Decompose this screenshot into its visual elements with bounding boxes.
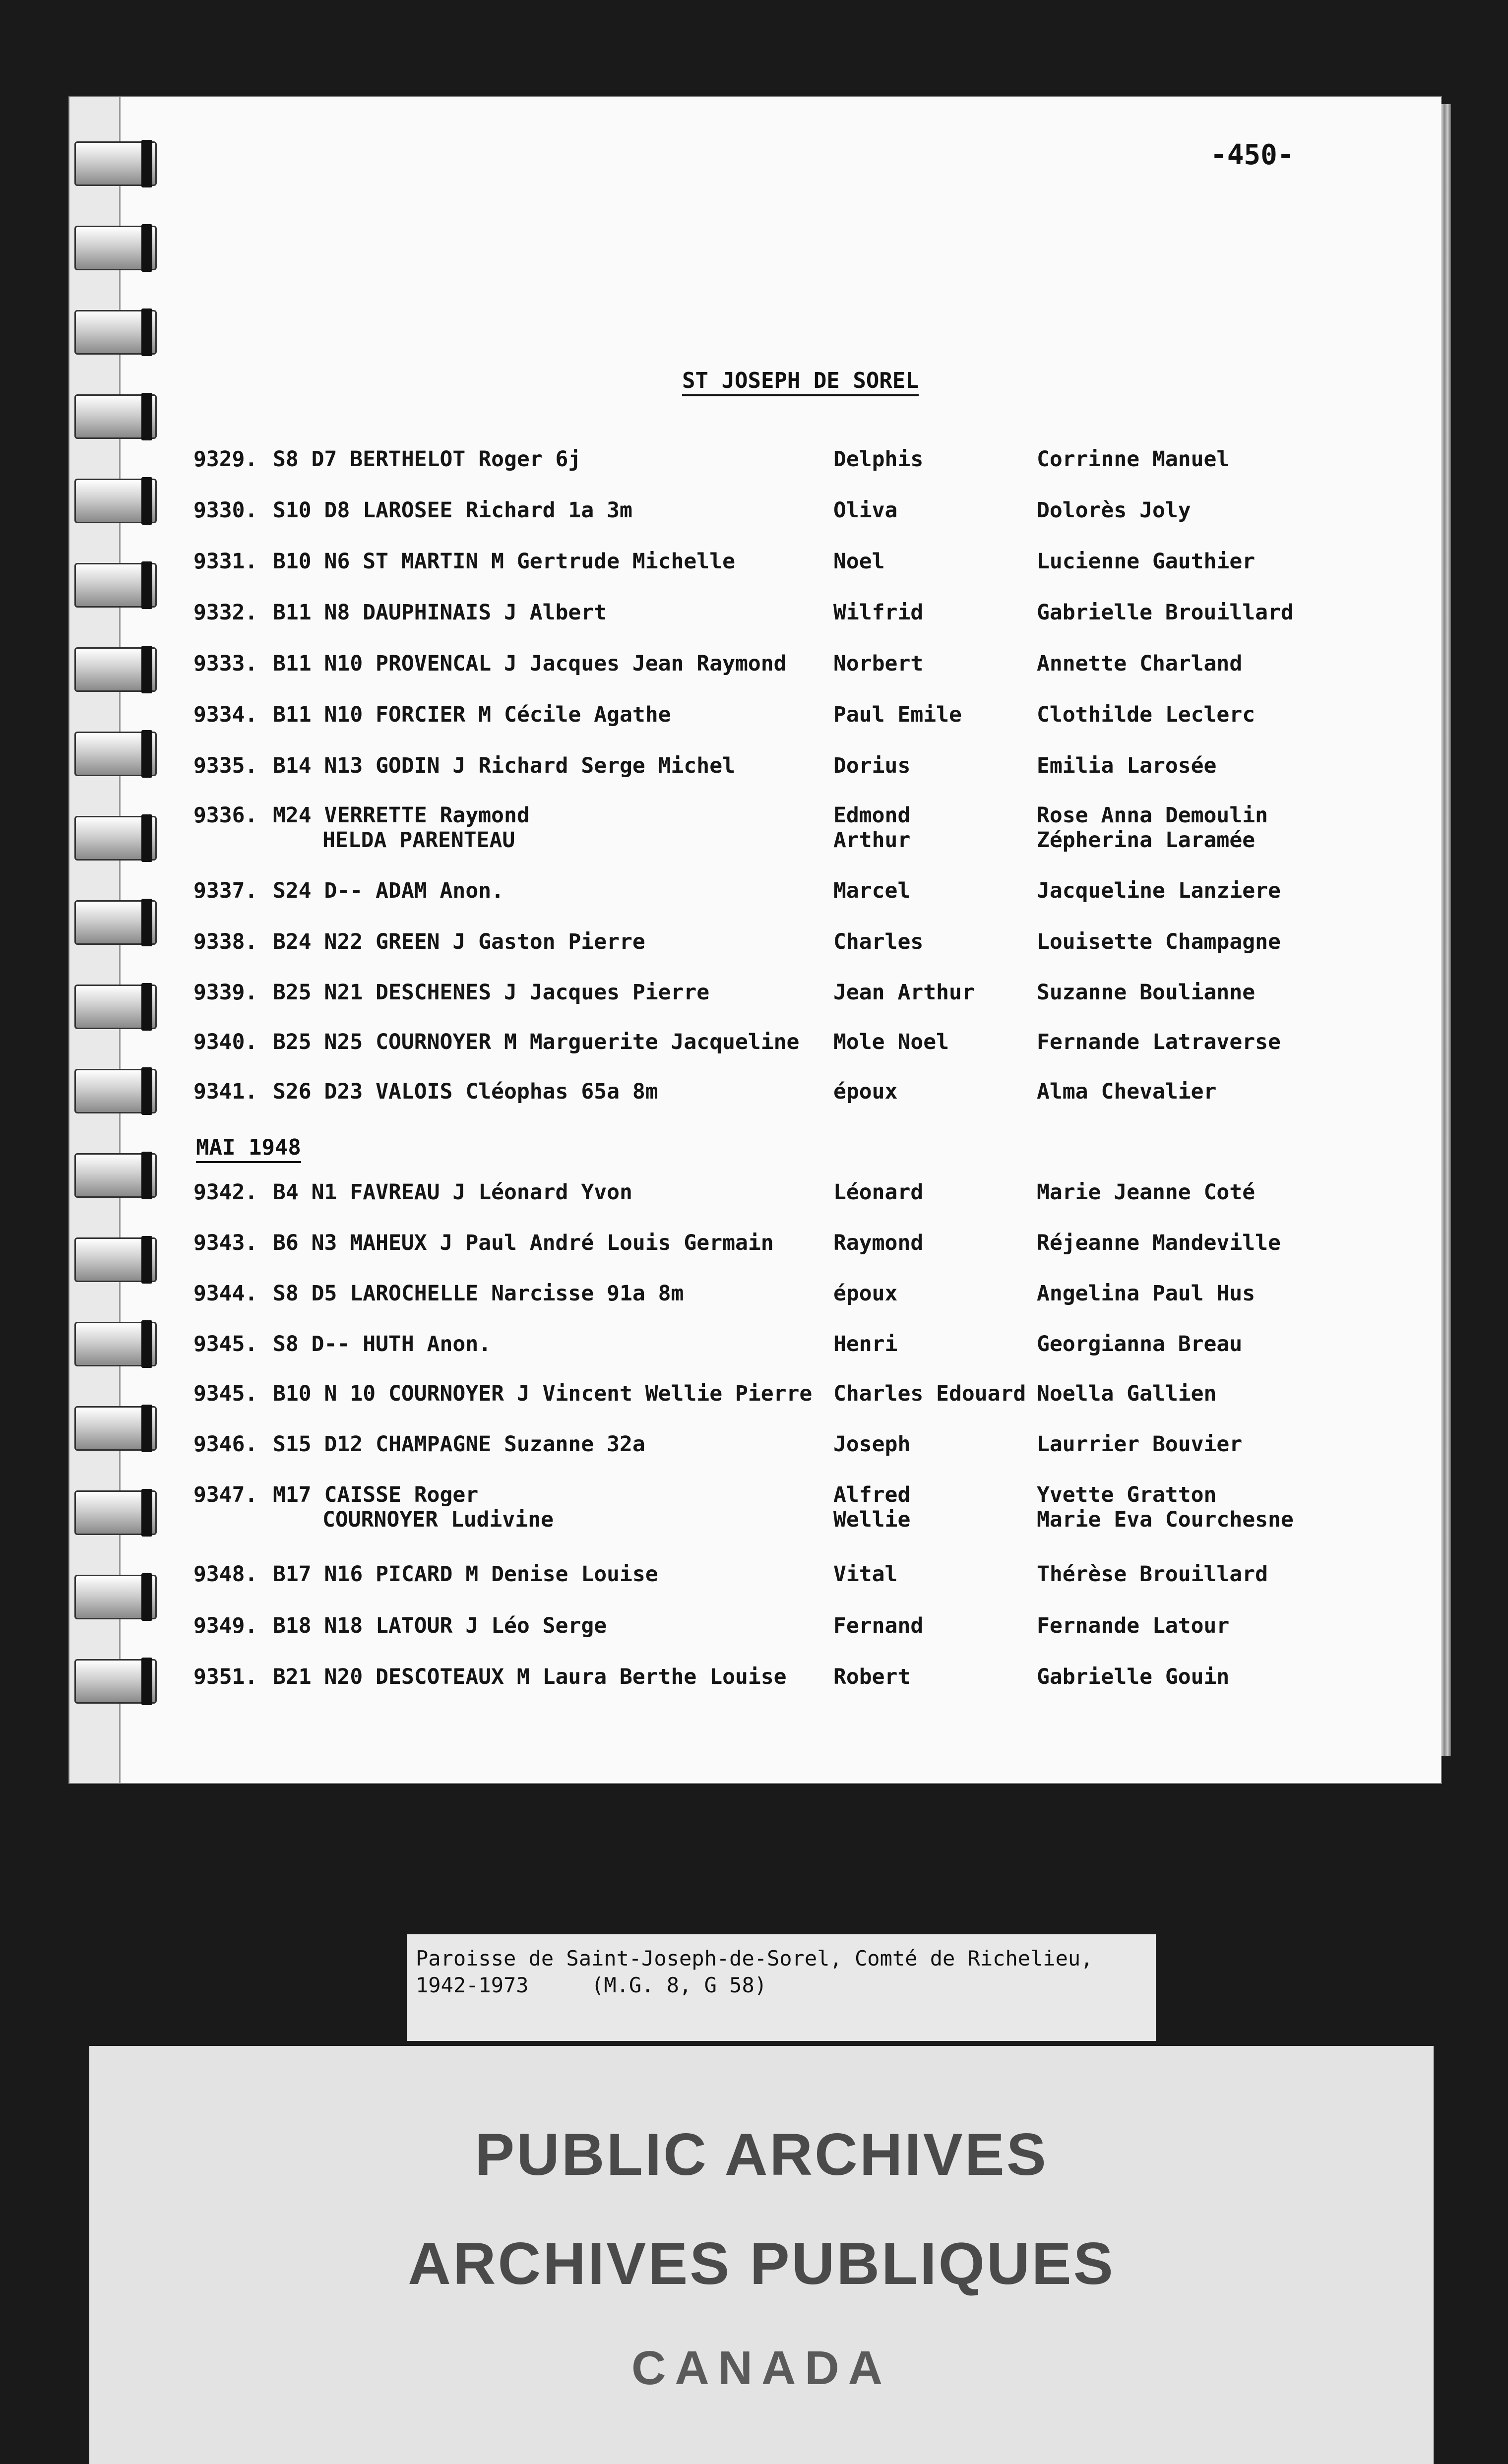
register-entry — [0, 651, 1372, 710]
entry-name: B17 N16 PICARD M Denise Louise — [273, 1562, 658, 1587]
register-entry — [0, 1561, 1372, 1621]
entry-father: Raymond — [833, 1231, 924, 1255]
entry-father: Fernand — [833, 1613, 924, 1638]
entry-father-second: Arthur — [833, 828, 911, 853]
entry-number: 9329. — [193, 447, 258, 472]
entry-mother: Alma Chevalier — [1037, 1079, 1217, 1104]
entry-number: 9341. — [193, 1079, 258, 1104]
entry-mother: Emilia Larosée — [1037, 753, 1217, 778]
stamp-line-2: ARCHIVES PUBLIQUES — [408, 2230, 1115, 2297]
entry-father: Alfred — [833, 1482, 911, 1507]
entry-mother-second: Marie Eva Courchesne — [1037, 1507, 1294, 1532]
entry-mother: Fernande Latraverse — [1037, 1030, 1281, 1054]
entry-mother: Clothilde Leclerc — [1037, 702, 1256, 727]
entry-name-second: HELDA PARENTEAU — [322, 828, 515, 853]
entry-name: M17 CAISSE Roger — [273, 1482, 479, 1507]
entry-father: Léonard — [833, 1180, 924, 1205]
entry-father: Dorius — [833, 753, 911, 778]
entry-number: 9334. — [193, 702, 258, 727]
entry-mother: Gabrielle Brouillard — [1037, 600, 1294, 625]
register-entry — [0, 497, 1372, 557]
register-entry — [0, 802, 1372, 862]
entry-father: Marcel — [833, 878, 911, 903]
entry-father: Mole Noel — [833, 1030, 949, 1054]
entry-father: Jean Arthur — [833, 980, 975, 1005]
entry-father: Oliva — [833, 498, 898, 523]
page-number: -450- — [1210, 139, 1294, 171]
entry-mother: Corrinne Manuel — [1037, 447, 1230, 472]
entry-mother: Annette Charland — [1037, 651, 1243, 676]
entry-name: B25 N25 COURNOYER M Marguerite Jacqueline — [273, 1030, 800, 1054]
archives-stamp — [89, 2046, 1434, 2464]
register-entry — [0, 600, 1372, 659]
entry-name: B6 N3 MAHEUX J Paul André Louis Germain — [273, 1231, 774, 1255]
entry-name: B25 N21 DESCHENES J Jacques Pierre — [273, 980, 710, 1005]
entry-mother: Suzanne Boulianne — [1037, 980, 1256, 1005]
entry-father: Joseph — [833, 1432, 911, 1457]
caption-line-1: Paroisse de Saint-Joseph-de-Sorel, Comté de Richelieu, — [416, 1946, 1093, 1971]
entry-number: 9344. — [193, 1281, 258, 1306]
entry-mother: Dolorès Joly — [1037, 498, 1191, 523]
page-stack-edge — [1441, 104, 1451, 1756]
entry-mother: Laurrier Bouvier — [1037, 1432, 1243, 1457]
entry-name: S10 D8 LAROSEE Richard 1a 3m — [273, 498, 632, 523]
entry-mother: Rose Anna Demoulin — [1037, 803, 1268, 828]
entry-father: Noel — [833, 549, 885, 574]
entry-father: Delphis — [833, 447, 924, 472]
entry-father-second: Wellie — [833, 1507, 911, 1532]
entry-number: 9340. — [193, 1030, 258, 1054]
entry-mother: Lucienne Gauthier — [1037, 549, 1256, 574]
binding-ring — [74, 310, 157, 355]
stamp-line-3: CANADA — [631, 2341, 891, 2395]
entry-name: B18 N18 LATOUR J Léo Serge — [273, 1613, 607, 1638]
entry-number: 9346. — [193, 1432, 258, 1457]
entry-number: 9343. — [193, 1231, 258, 1255]
entry-mother: Jacqueline Lanziere — [1037, 878, 1281, 903]
entry-name: M24 VERRETTE Raymond — [273, 803, 530, 828]
entry-father: Edmond — [833, 803, 911, 828]
entry-number: 9336. — [193, 803, 258, 828]
entry-mother-second: Zépherina Laramée — [1037, 828, 1256, 853]
entry-mother: Thérèse Brouillard — [1037, 1562, 1268, 1587]
register-title: ST JOSEPH DE SOREL — [682, 368, 919, 396]
entry-number: 9335. — [193, 753, 258, 778]
entry-number: 9337. — [193, 878, 258, 903]
entry-father: Vital — [833, 1562, 898, 1587]
binding-ring — [74, 394, 157, 439]
entry-name: B11 N10 FORCIER M Cécile Agathe — [273, 702, 671, 727]
entry-number: 9330. — [193, 498, 258, 523]
entry-father: Robert — [833, 1664, 911, 1689]
entry-name: S8 D5 LAROCHELLE Narcisse 91a 8m — [273, 1281, 684, 1306]
binding-ring — [74, 226, 157, 270]
entry-father: Wilfrid — [833, 600, 924, 625]
entry-number: 9338. — [193, 929, 258, 954]
entry-number: 9339. — [193, 980, 258, 1005]
register-entry — [0, 878, 1372, 937]
entry-name: S8 D-- HUTH Anon. — [273, 1332, 492, 1356]
entry-name: S26 D23 VALOIS Cléophas 65a 8m — [273, 1079, 658, 1104]
entry-mother: Marie Jeanne Coté — [1037, 1180, 1256, 1205]
register-entry — [0, 1079, 1372, 1138]
entry-father: Norbert — [833, 651, 924, 676]
entry-name: B10 N 10 COURNOYER J Vincent Wellie Pierre — [273, 1381, 813, 1406]
entry-mother: Angelina Paul Hus — [1037, 1281, 1256, 1306]
entry-father: Charles — [833, 929, 924, 954]
entry-name: B4 N1 FAVREAU J Léonard Yvon — [273, 1180, 632, 1205]
entry-name: B14 N13 GODIN J Richard Serge Michel — [273, 753, 735, 778]
entry-mother: Fernande Latour — [1037, 1613, 1230, 1638]
entry-number: 9331. — [193, 549, 258, 574]
register-entry — [0, 1664, 1372, 1724]
entry-name: S15 D12 CHAMPAGNE Suzanne 32a — [273, 1432, 645, 1457]
entry-name: B21 N20 DESCOTEAUX M Laura Berthe Louise — [273, 1664, 787, 1689]
entry-name: B10 N6 ST MARTIN M Gertrude Michelle — [273, 549, 735, 574]
entry-father: Paul Emile — [833, 702, 962, 727]
entry-father: époux — [833, 1281, 898, 1306]
entry-number: 9332. — [193, 600, 258, 625]
entry-father: Henri — [833, 1332, 898, 1356]
entry-name-second: COURNOYER Ludivine — [322, 1507, 554, 1532]
stamp-line-1: PUBLIC ARCHIVES — [475, 2121, 1048, 2188]
entry-father: époux — [833, 1079, 898, 1104]
entry-number: 9342. — [193, 1180, 258, 1205]
archive-caption-label — [407, 1934, 1156, 2041]
entry-name: S8 D7 BERTHELOT Roger 6j — [273, 447, 581, 472]
entry-mother: Georgianna Breau — [1037, 1332, 1243, 1356]
register-entry — [0, 702, 1372, 761]
entry-number: 9351. — [193, 1664, 258, 1689]
entry-number: 9333. — [193, 651, 258, 676]
entry-number: 9345. — [193, 1381, 258, 1406]
entry-mother: Louisette Champagne — [1037, 929, 1281, 954]
entry-number: 9349. — [193, 1613, 258, 1638]
month-heading: MAI 1948 — [196, 1135, 301, 1163]
entry-mother: Yvette Gratton — [1037, 1482, 1217, 1507]
register-entry — [0, 1613, 1372, 1672]
entry-name: S24 D-- ADAM Anon. — [273, 878, 504, 903]
entry-name: B24 N22 GREEN J Gaston Pierre — [273, 929, 645, 954]
register-entry — [0, 1482, 1372, 1541]
entry-mother: Gabrielle Gouin — [1037, 1664, 1230, 1689]
caption-line-2: 1942-1973 (M.G. 8, G 58) — [416, 1973, 767, 1997]
entry-mother: Réjeanne Mandeville — [1037, 1231, 1281, 1255]
entry-father: Charles Edouard — [833, 1381, 1026, 1406]
entry-number: 9348. — [193, 1562, 258, 1587]
entry-name: B11 N10 PROVENCAL J Jacques Jean Raymond — [273, 651, 787, 676]
register-entry — [0, 549, 1372, 608]
entry-number: 9345. — [193, 1332, 258, 1356]
binding-ring — [74, 141, 157, 186]
entry-mother: Noella Gallien — [1037, 1381, 1217, 1406]
entry-name: B11 N8 DAUPHINAIS J Albert — [273, 600, 607, 625]
register-entry — [0, 446, 1372, 506]
entry-number: 9347. — [193, 1482, 258, 1507]
